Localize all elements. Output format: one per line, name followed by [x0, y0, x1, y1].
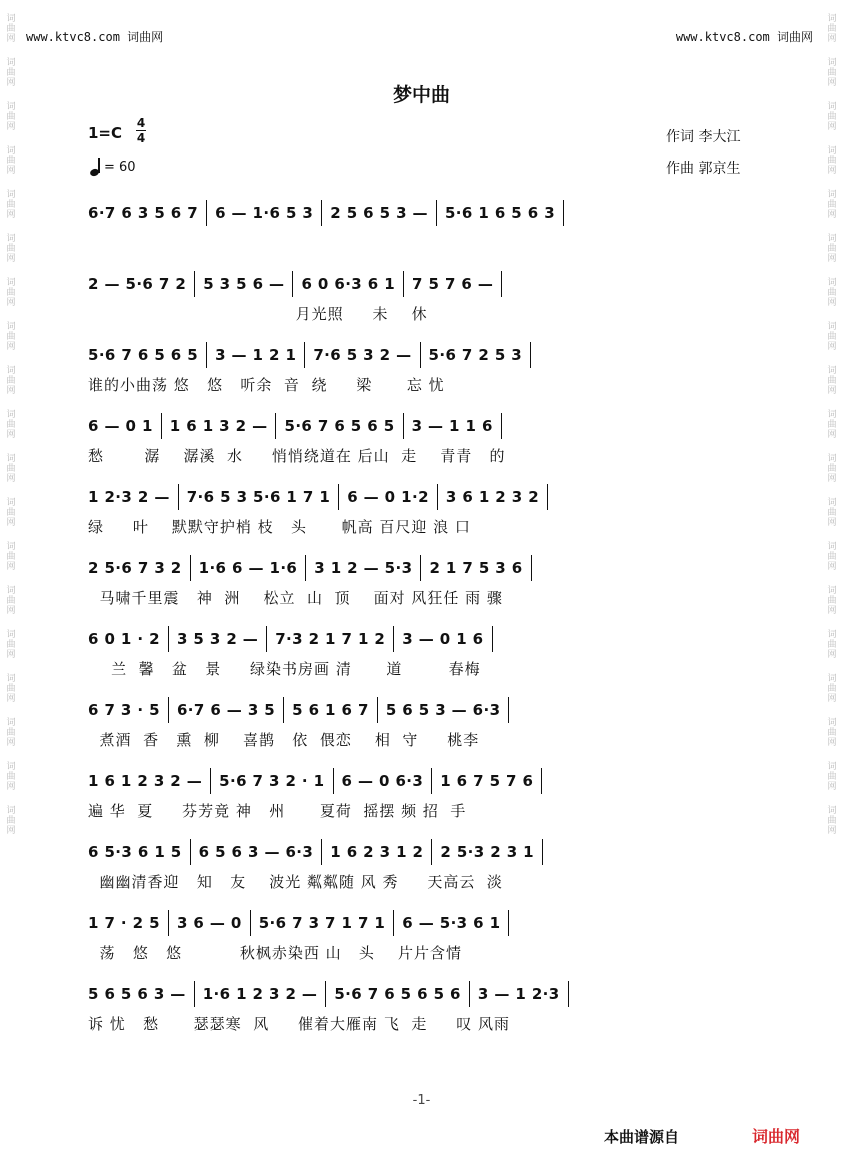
source-label: 本曲谱源自: [604, 1128, 680, 1146]
measure: 6 0 6·3 6 1: [301, 275, 396, 293]
barline: [501, 413, 502, 439]
watermark-mark: 词 曲 网: [6, 498, 16, 528]
barline: [321, 200, 322, 226]
measure: 5 6 5 3 — 6·3: [385, 701, 501, 719]
notation-line: [88, 839, 758, 865]
watermark-mark: 词 曲 网: [827, 58, 837, 88]
tempo-mark: [90, 158, 136, 176]
measure: 3 5 3 2 —: [176, 630, 259, 648]
measure: 2 5·6 7 3 2: [88, 559, 182, 577]
watermark-mark: 词 曲 网: [6, 674, 16, 704]
notation-line: [88, 626, 758, 652]
score-row: [88, 971, 758, 1042]
measure: 5 6 1 6 7: [292, 701, 369, 719]
measure: 1·6 1 2 3 2 —: [202, 985, 318, 1003]
barline: [563, 200, 564, 226]
barline: [210, 768, 211, 794]
barline: [420, 555, 421, 581]
lyrics-line: 绿 叶 默默守护梢 枝 头 帆高 百尺迎 浪 口: [88, 518, 471, 536]
watermark-mark: 词 曲 网: [827, 234, 837, 264]
watermark-mark: 词 曲 网: [827, 542, 837, 572]
measure: 5·6 7 3 7 1 7 1: [258, 914, 386, 932]
measure: 3 — 0 1 6: [402, 630, 484, 648]
measure: 3 — 1 2 1: [215, 346, 297, 364]
page-number: -1-: [412, 1093, 431, 1108]
watermark-mark: 词 曲 网: [827, 630, 837, 660]
measure: 5·6 7 6 5 6 5 6: [334, 985, 461, 1003]
measure: 1 6 2 3 1 2: [330, 843, 424, 861]
barline: [436, 200, 437, 226]
time-signature: [136, 116, 146, 145]
measure: 3 6 — 0: [176, 914, 242, 932]
score-row: [88, 758, 758, 829]
measure: 7·6 5 3 5·6 1 7 1: [186, 488, 331, 506]
measure: 3 — 1 2·3: [477, 985, 560, 1003]
watermark-mark: 词 曲 网: [6, 410, 16, 440]
barline: [568, 981, 569, 1007]
meter-top: 4: [136, 116, 146, 130]
score-row: [88, 900, 758, 971]
barline: [190, 555, 191, 581]
barline: [178, 484, 179, 510]
watermark-mark: 词 曲 网: [827, 190, 837, 220]
barline: [403, 413, 404, 439]
barline: [431, 768, 432, 794]
barline: [304, 342, 305, 368]
measure: 5 6 5 6 3 —: [88, 985, 186, 1003]
barline: [194, 271, 195, 297]
score-row: [88, 616, 758, 687]
watermark-mark: 词 曲 网: [6, 454, 16, 484]
measure: 5 3 5 6 —: [203, 275, 285, 293]
meter-bottom: 4: [136, 131, 146, 145]
barline: [266, 626, 267, 652]
measure: 2 5·3 2 3 1: [440, 843, 534, 861]
barline: [206, 200, 207, 226]
notation-line: [88, 697, 758, 723]
score-row: [88, 403, 758, 474]
measure: 7 5 7 6 —: [412, 275, 494, 293]
barline: [508, 910, 509, 936]
song-title: 梦中曲: [392, 84, 450, 106]
measure: 2 — 5·6 7 2: [88, 275, 187, 293]
lyrics-line: 月光照 未 休: [88, 305, 428, 323]
watermark-mark: 词 曲 网: [6, 586, 16, 616]
watermark-mark: 词 曲 网: [827, 454, 837, 484]
measure: 6·7 6 3 5 6 7: [88, 204, 199, 222]
notation-line: [88, 200, 758, 226]
score-body: [88, 190, 758, 1042]
score-row: [88, 829, 758, 900]
score-row: [88, 687, 758, 758]
score-row: [88, 190, 758, 261]
measure: 6 7 3 · 5: [88, 701, 160, 719]
watermark-mark: 词 曲 网: [6, 630, 16, 660]
watermark-mark: 词 曲 网: [6, 278, 16, 308]
barline: [190, 839, 191, 865]
watermark-mark: 词 曲 网: [827, 498, 837, 528]
watermark-mark: 词 曲 网: [827, 322, 837, 352]
score-row: [88, 474, 758, 545]
watermark-mark: 词 曲 网: [6, 322, 16, 352]
lyrics-line: 诉 忧 愁 瑟瑟寒 风 催着大雁南 飞 走 叹 风雨: [88, 1015, 510, 1033]
measure: 5·6 7 6 5 6 5: [284, 417, 395, 435]
barline: [541, 768, 542, 794]
watermark-mark: 词 曲 网: [6, 366, 16, 396]
barline: [431, 839, 432, 865]
lyrics-line: 马啸千里震 神 洲 松立 山 顶 面对 风狂任 雨 骤: [88, 589, 503, 607]
measure: 3 1 2 — 5·3: [314, 559, 413, 577]
notation-line: [88, 342, 758, 368]
barline: [168, 697, 169, 723]
measure: 1 6 1 2 3 2 —: [88, 772, 203, 790]
watermark-mark: 词 曲 网: [827, 14, 837, 44]
watermark-mark: 词 曲 网: [827, 762, 837, 792]
measure: 6 0 1 · 2: [88, 630, 160, 648]
barline: [250, 910, 251, 936]
watermark-mark: 词 曲 网: [6, 146, 16, 176]
barline: [338, 484, 339, 510]
barline: [275, 413, 276, 439]
left-watermark-strip: [0, 0, 22, 1172]
notation-line: [88, 484, 758, 510]
notation-line: [88, 555, 758, 581]
quarter-note-icon: [90, 158, 100, 176]
barline: [437, 484, 438, 510]
measure: 5·6 1 6 5 6 3: [444, 204, 556, 222]
watermark-mark: 词 曲 网: [827, 102, 837, 132]
lyrics-line: 兰 馨 盆 景 绿染书房画 清 道 春梅: [88, 660, 481, 678]
lyrics-line: 煮酒 香 熏 柳 喜鹊 依 偎恋 相 守 桃李: [88, 731, 480, 749]
barline: [194, 981, 195, 1007]
barline: [420, 342, 421, 368]
barline: [325, 981, 326, 1007]
watermark-mark: 词 曲 网: [827, 674, 837, 704]
watermark-mark: 词 曲 网: [6, 102, 16, 132]
watermark-mark: 词 曲 网: [827, 806, 837, 836]
barline: [531, 555, 532, 581]
barline: [305, 555, 306, 581]
barline: [283, 697, 284, 723]
measure: 5·6 7 2 5 3: [428, 346, 523, 364]
score-row: [88, 545, 758, 616]
notation-line: [88, 910, 758, 936]
measure: 5·6 7 6 5 6 5: [88, 346, 199, 364]
measure: 6 5 6 3 — 6·3: [198, 843, 314, 861]
measure: 6 — 5·3 6 1: [402, 914, 501, 932]
measure: 7·3 2 1 7 1 2: [275, 630, 386, 648]
measure: 2 1 7 5 3 6: [429, 559, 523, 577]
barline: [547, 484, 548, 510]
barline: [292, 271, 293, 297]
watermark-mark: 词 曲 网: [6, 234, 16, 264]
lyricist-credit: 作词 李大江: [666, 129, 741, 145]
measure: 6 — 1·6 5 3: [215, 204, 314, 222]
watermark-mark: 词 曲 网: [6, 806, 16, 836]
measure: 7·6 5 3 2 —: [313, 346, 412, 364]
barline: [377, 697, 378, 723]
watermark-mark: 词 曲 网: [827, 586, 837, 616]
barline: [469, 981, 470, 1007]
watermark-mark: 词 曲 网: [6, 718, 16, 748]
barline: [168, 910, 169, 936]
watermark-mark: 词 曲 网: [6, 190, 16, 220]
watermark-mark: 词 曲 网: [827, 718, 837, 748]
watermark-mark: 词 曲 网: [827, 410, 837, 440]
site-header-right[interactable]: www.ktvc8.com 词曲网: [675, 30, 813, 44]
measure: 1 6 1 3 2 —: [169, 417, 268, 435]
watermark-mark: 词 曲 网: [6, 542, 16, 572]
notation-line: [88, 413, 758, 439]
measure: 3 — 1 1 6: [411, 417, 493, 435]
measure: 5·6 7 3 2 · 1: [219, 772, 325, 790]
barline: [206, 342, 207, 368]
measure: 6 — 0 1: [88, 417, 153, 435]
barline: [530, 342, 531, 368]
composer-credit: 作曲 郭京生: [666, 161, 741, 177]
watermark-mark: 词 曲 网: [827, 278, 837, 308]
measure: 6·7 6 — 3 5: [176, 701, 276, 719]
measure: 1 7 · 2 5: [88, 914, 160, 932]
notation-line: [88, 981, 758, 1007]
lyrics-line: 幽幽清香迎 知 友 波光 粼粼随 风 秀 天高云 淡: [88, 873, 503, 891]
measure: 6 5·3 6 1 5: [88, 843, 182, 861]
barline: [168, 626, 169, 652]
measure: 1 6 7 5 7 6: [440, 772, 534, 790]
measure: 6 — 0 6·3: [341, 772, 424, 790]
barline: [161, 413, 162, 439]
watermark-mark: 词 曲 网: [827, 146, 837, 176]
barline: [542, 839, 543, 865]
notation-line: [88, 768, 758, 794]
barline: [393, 626, 394, 652]
watermark-mark: 词 曲 网: [827, 366, 837, 396]
measure: 3 6 1 2 3 2: [445, 488, 540, 506]
barline: [393, 910, 394, 936]
lyrics-line: 愁 潺 潺溪 水 悄悄绕道在 后山 走 青青 的: [88, 447, 506, 465]
barline: [501, 271, 502, 297]
lyrics-line: 遍 华 夏 芬芳竟 神 州 夏荷 摇摆 频 招 手: [88, 802, 467, 820]
barline: [508, 697, 509, 723]
barline: [333, 768, 334, 794]
notation-line: [88, 271, 758, 297]
lyrics-line: 荡 悠 悠 秋枫赤染西 山 头 片片含情: [88, 944, 462, 962]
key-signature: 1=C: [88, 124, 123, 142]
lyrics-line: 谁的小曲荡 悠 悠 听余 音 绕 梁 忘 忧: [88, 376, 445, 394]
barline: [321, 839, 322, 865]
score-row: [88, 261, 758, 332]
score-row: [88, 332, 758, 403]
measure: 6 — 0 1·2: [347, 488, 429, 506]
watermark-mark: 词 曲 网: [6, 14, 16, 44]
brand-logo[interactable]: 词曲网: [752, 1127, 801, 1146]
site-header-left[interactable]: www.ktvc8.com 词曲网: [26, 30, 164, 44]
measure: 1·6 6 — 1·6: [198, 559, 298, 577]
right-watermark-strip: [821, 0, 843, 1172]
measure: 2 5 6 5 3 —: [330, 204, 428, 222]
barline: [403, 271, 404, 297]
barline: [492, 626, 493, 652]
watermark-mark: 词 曲 网: [6, 762, 16, 792]
watermark-mark: 词 曲 网: [6, 58, 16, 88]
tempo-value: = 60: [104, 159, 136, 175]
measure: 1 2·3 2 —: [88, 488, 170, 506]
